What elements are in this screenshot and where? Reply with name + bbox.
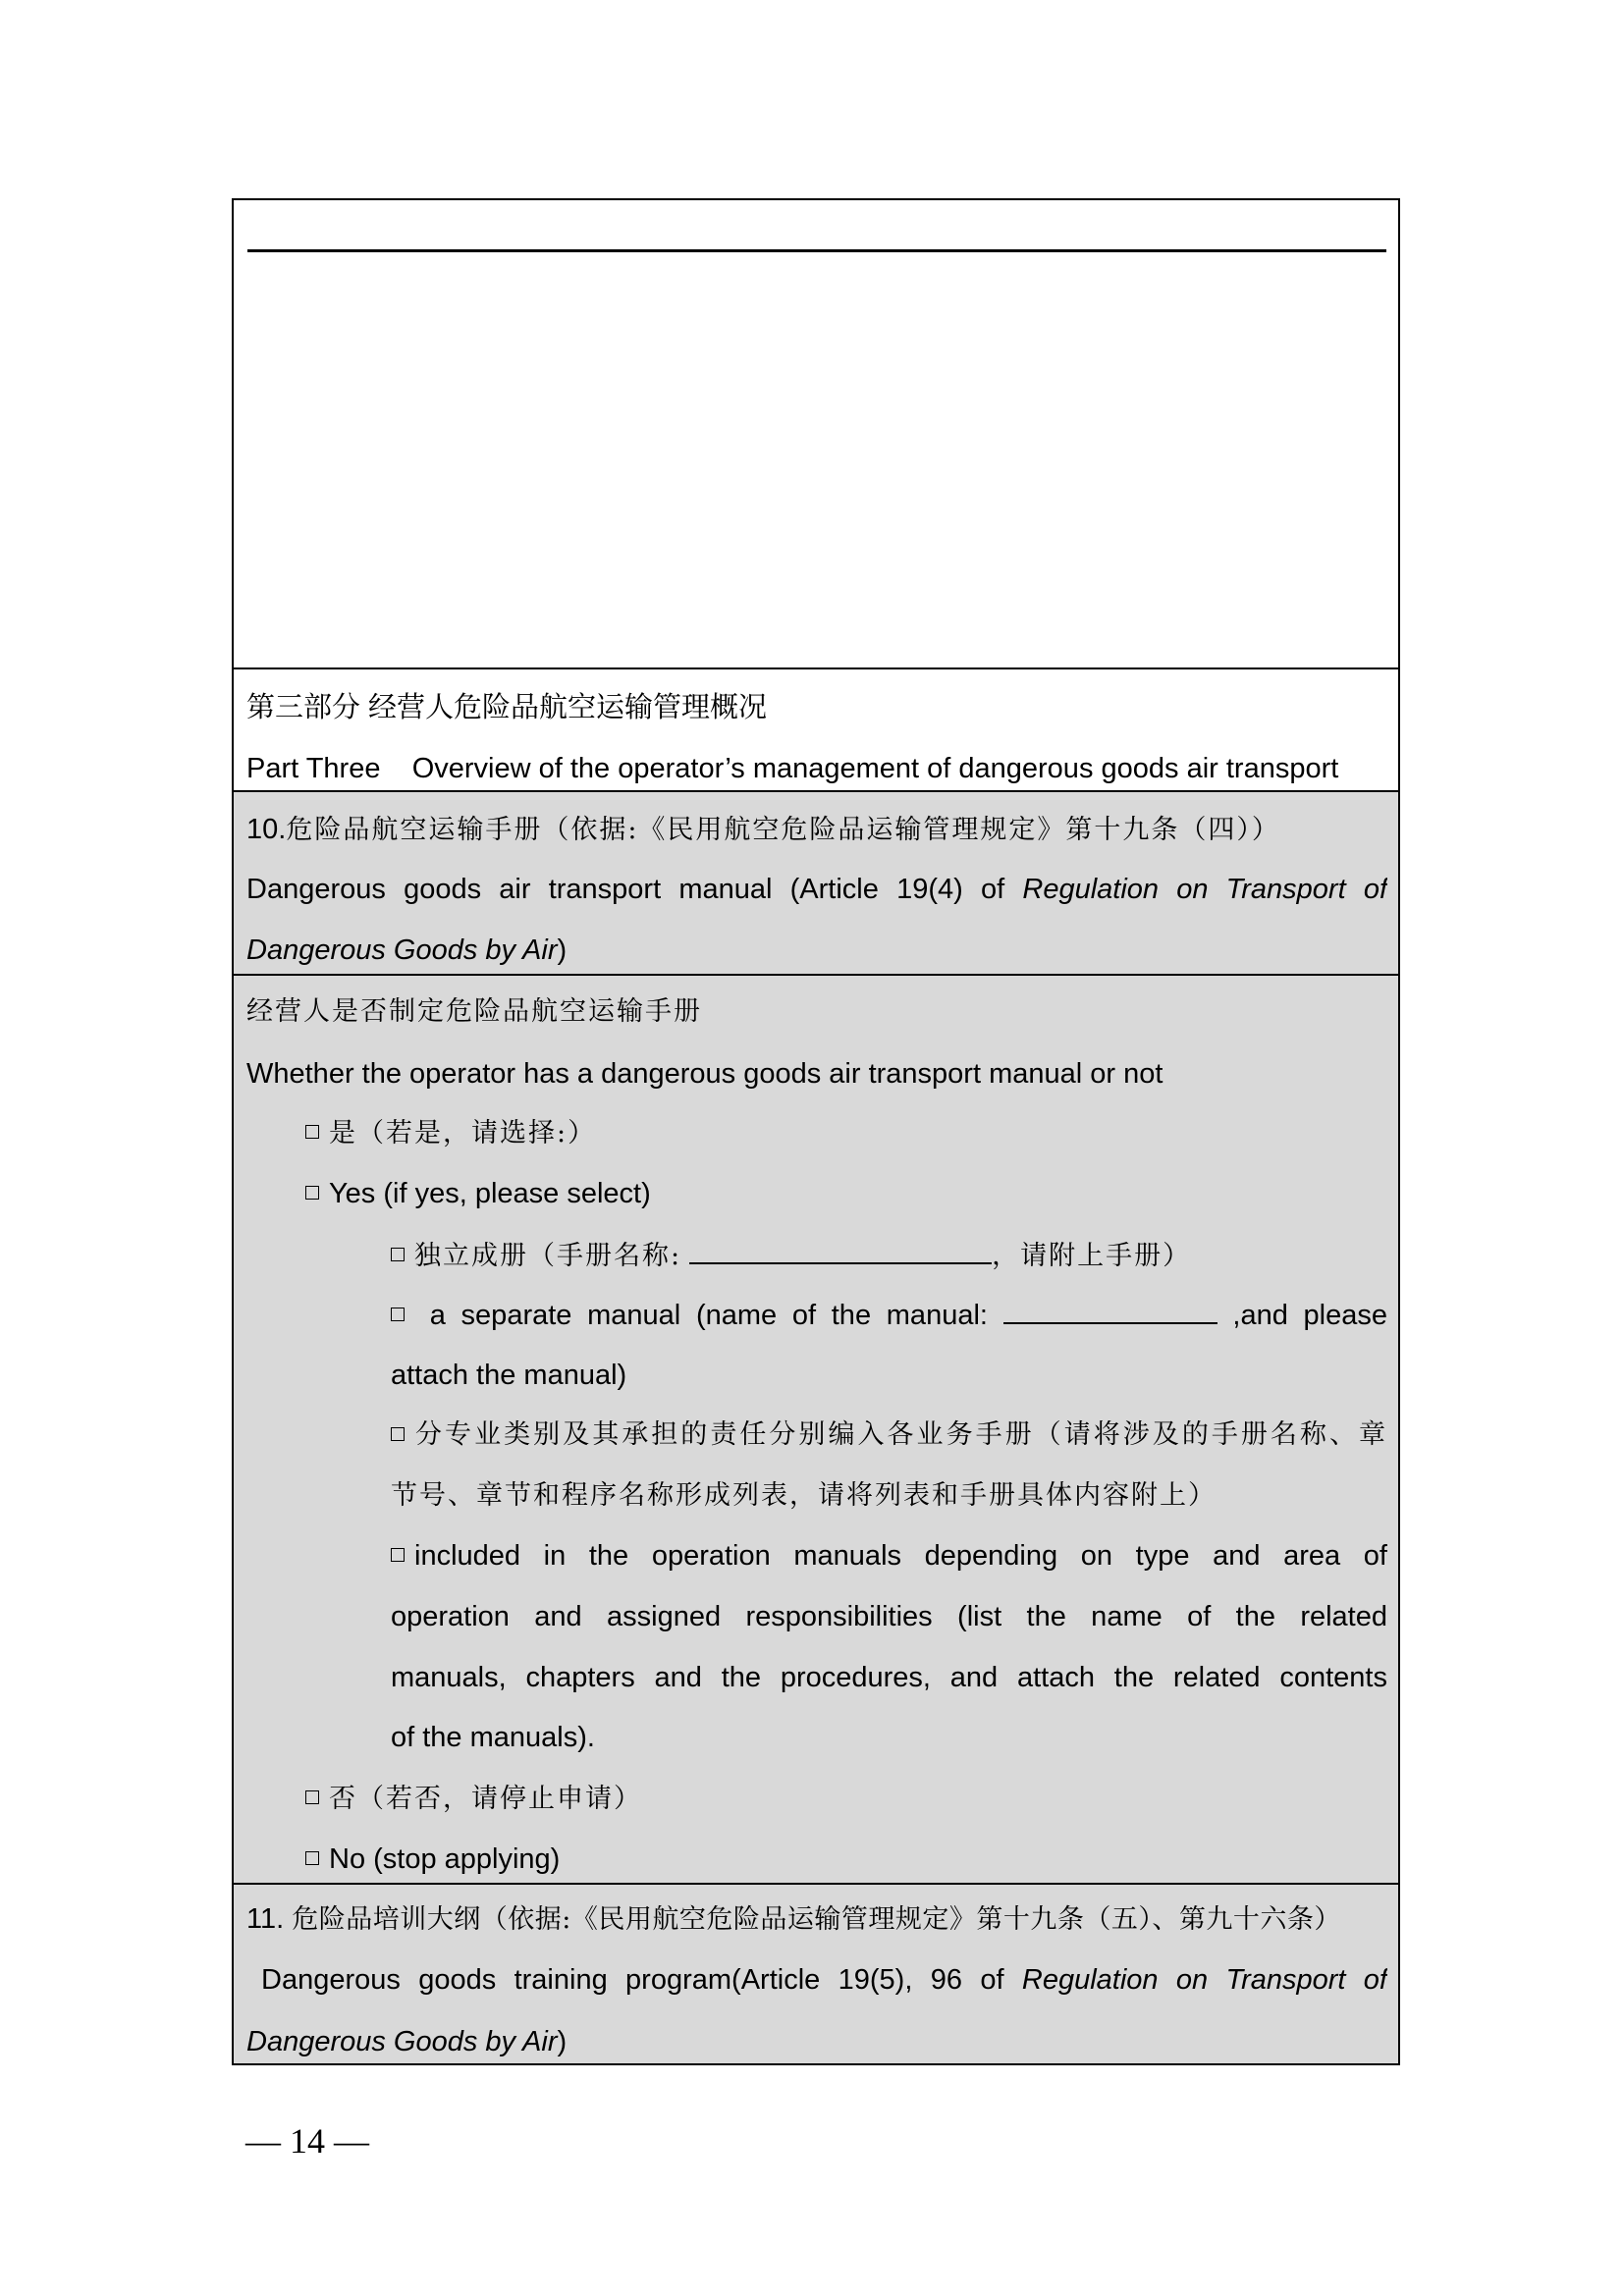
checkbox[interactable] — [305, 1125, 319, 1139]
option-included-cn[interactable] — [391, 1415, 1387, 1455]
option-included-en-cont: of the manuals). — [391, 1722, 595, 1753]
option-yes-en[interactable] — [305, 1174, 651, 1213]
item-11-heading-en-2 — [246, 2022, 567, 2061]
option-yes-cn[interactable] — [305, 1113, 596, 1152]
label-end: ，请附上手册） — [992, 1241, 1192, 1271]
item-10-heading-en-2 — [246, 931, 567, 970]
checkbox[interactable] — [391, 1427, 405, 1441]
option-separate-cn[interactable] — [391, 1235, 1191, 1274]
part-label: Part Three — [246, 753, 381, 784]
paren: ) — [557, 934, 568, 966]
regulation-title: Regulation on Transport of — [1021, 1964, 1387, 1996]
item-10-heading-en — [246, 870, 1387, 909]
paren: ) — [557, 2026, 568, 2057]
option-included-en-cont: manuals, chapters and the procedures, and attach the related contents — [391, 1662, 1387, 1693]
checkbox[interactable] — [391, 1548, 405, 1562]
manual-name-blank-cn[interactable] — [689, 1235, 992, 1264]
checkbox[interactable] — [305, 1790, 319, 1804]
label: 是（若是，请选择:） — [329, 1118, 597, 1148]
checkbox[interactable] — [391, 1308, 405, 1321]
option-separate-en-cont: attach the manual) — [391, 1360, 627, 1391]
option-no-cn[interactable] — [305, 1779, 642, 1818]
heading-cn: 危险品培训大纲（依据:《民用航空危险品运输管理规定》第十九条（五）、第九十六条） — [292, 1904, 1341, 1935]
divider-line — [247, 249, 1386, 252]
manual-name-blank-en[interactable] — [1003, 1295, 1217, 1324]
checkbox[interactable] — [305, 1186, 319, 1200]
part-three-title-cn: 第三部分 经营人危险品航空运输管理概况 — [246, 692, 768, 723]
regulation-title: Regulation on Transport of — [1022, 874, 1387, 905]
label-end: ,and please — [1232, 1300, 1387, 1331]
label: 分专业类别及其承担的责任分别编入各业务手册（请将涉及的手册名称、章 — [414, 1419, 1387, 1450]
label: 否（若否，请停止申请） — [329, 1784, 642, 1814]
label: No (stop applying) — [329, 1843, 561, 1875]
item-number: 11. — [246, 1903, 285, 1935]
label: included in the operation manuals depending on type and area of — [414, 1540, 1387, 1572]
option-no-en[interactable] — [305, 1840, 560, 1879]
regulation-title-cont: Dangerous Goods by Air — [246, 2026, 558, 2057]
label: a separate manual (name of the manual: — [429, 1300, 988, 1331]
part-title: Overview of the operator’s management of dangerous goods air transport — [411, 753, 1339, 784]
option-included-en-cont: operation and assigned responsibilities (list the name of the related — [391, 1601, 1387, 1632]
regulation-title-cont: Dangerous Goods by Air — [246, 934, 558, 966]
option-included-cn-cont: 节号、章节和程序名称形成列表，请将列表和手册具体内容附上） — [391, 1480, 1217, 1511]
page-number: — 14 — — [245, 2121, 369, 2161]
part-three-title-en — [246, 749, 1338, 788]
checkbox[interactable] — [305, 1851, 319, 1865]
question-en: Whether the operator has a dangerous goods air transport manual or not — [246, 1058, 1163, 1090]
heading-en: Dangerous goods training program(Article 19(5), 96 of — [261, 1964, 1004, 1996]
heading-en: Dangerous goods air transport manual (Article 19(4) of — [246, 874, 1005, 905]
label: Yes (if yes, please select) — [329, 1178, 651, 1209]
item-11-heading-en — [261, 1960, 1387, 2000]
option-separate-en[interactable] — [391, 1295, 1387, 1334]
question-cn: 经营人是否制定危险品航空运输手册 — [246, 996, 702, 1027]
item-10-heading-cn — [246, 810, 1280, 849]
item-11-heading-cn — [246, 1899, 1341, 1939]
checkbox[interactable] — [391, 1248, 405, 1261]
label: 独立成册（手册名称: — [414, 1241, 682, 1271]
heading-cn: 危险品航空运输手册（依据:《民用航空危险品运输管理规定》第十九条（四）） — [286, 815, 1280, 845]
item-number: 10. — [246, 814, 287, 845]
option-included-en[interactable] — [391, 1536, 1387, 1575]
